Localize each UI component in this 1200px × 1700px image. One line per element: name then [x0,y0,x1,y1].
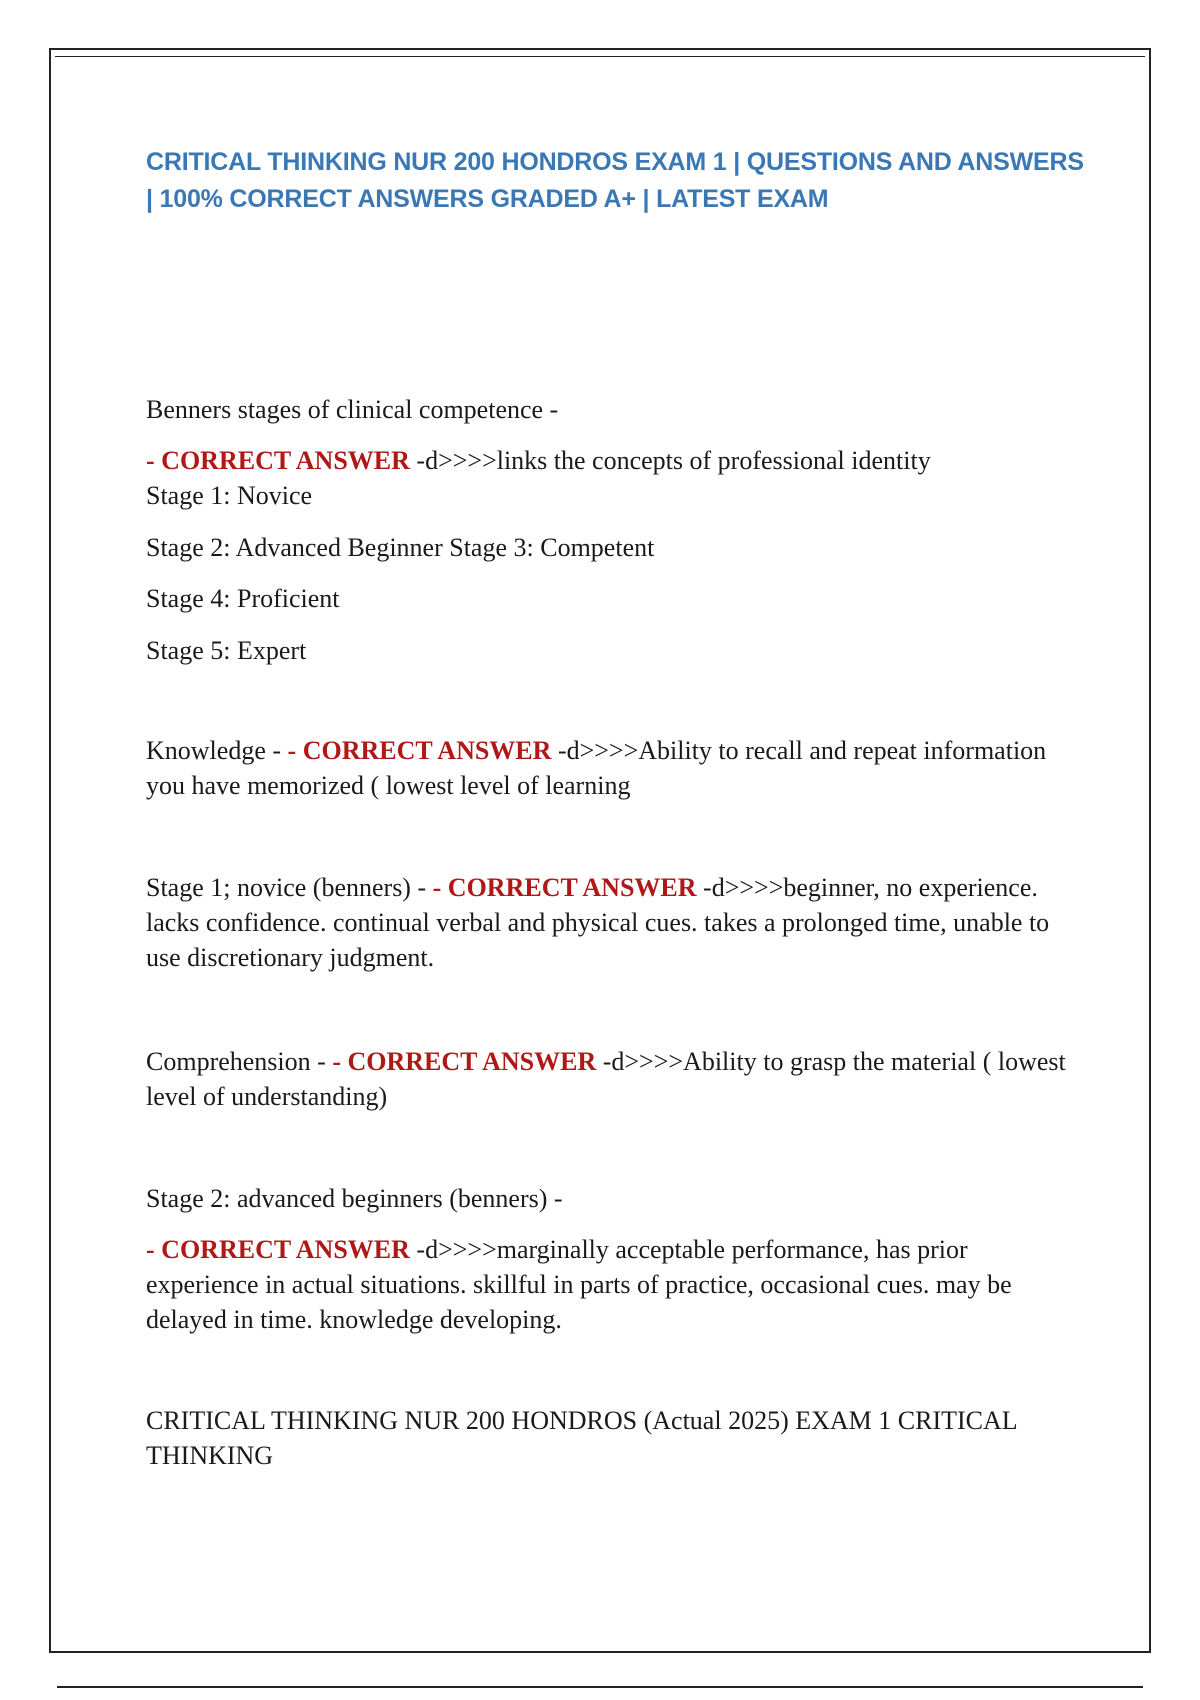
stage-2-3-line: Stage 2: Advanced Beginner Stage 3: Competent [146,533,655,562]
stage-1-line: Stage 1: Novice [146,481,313,510]
question-text: Benners stages of clinical competence - [146,395,559,424]
qa-stage1-novice [146,870,1076,975]
qa-knowledge [146,733,1076,803]
bottom-rule [57,1686,1143,1688]
stage-4-line: Stage 4: Proficient [146,584,340,613]
qa-benners-stages [146,392,1076,668]
document-title: CRITICAL THINKING NUR 200 HONDROS EXAM 1 | QUESTIONS AND ANSWERS | 100% CORRECT ANSWERS GRADED A+ | LATEST EXAM [146,148,1084,213]
qa-text: Knowledge - - CORRECT ANSWER -d>>>>Ability to recall and repeat information you have memorized ( lowest level of learning [146,736,1047,800]
answer-text: - CORRECT ANSWER -d>>>>links the concepts of professional identity [146,446,931,475]
qa-comprehension [146,1044,1076,1114]
top-rule [55,56,1145,57]
footer-text: CRITICAL THINKING NUR 200 HONDROS (Actual 2025) EXAM 1 CRITICAL THINKING [146,1406,1017,1470]
answer-text: - CORRECT ANSWER -d>>>>marginally acceptable performance, has prior experience in actual situations. skillful in parts of practice, occasional cues. may be delayed in time. knowledge developing. [146,1235,1012,1334]
stage-5-line: Stage 5: Expert [146,636,307,665]
qa-text: Comprehension - - CORRECT ANSWER -d>>>>Ability to grasp the material ( lowest level of understanding) [146,1047,1066,1111]
qa-text: Stage 1; novice (benners) - - CORRECT ANSWER -d>>>>beginner, no experience. lacks confidence. continual verbal and physical cues. takes a prolonged time, unable to use discretionary judgment. [146,873,1050,972]
qa-stage2-advanced [146,1181,1076,1337]
question-text: Stage 2: advanced beginners (benners) - [146,1184,563,1213]
